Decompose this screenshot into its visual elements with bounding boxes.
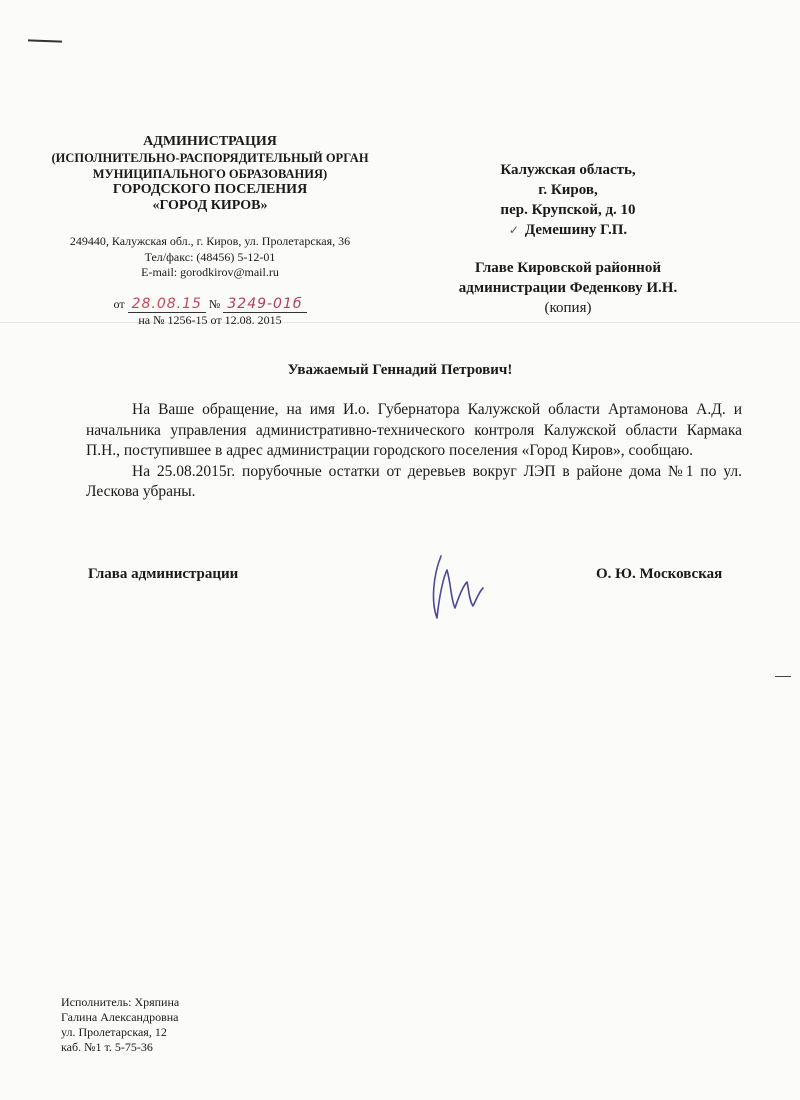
org-name: ГОРОДСКОГО ПОСЕЛЕНИЯ <box>112 182 308 197</box>
body-paragraph: На 25.08.2015г. порубочные остатки от деревьев вокруг ЛЭП в районе дома №1 по ул. Лескова убраны. <box>86 462 742 500</box>
executor-block <box>61 995 179 1055</box>
recipient-block <box>418 160 718 318</box>
date-prefix: от <box>113 296 125 311</box>
handwritten-number: 3249-01б <box>223 297 306 313</box>
recipient-name-line <box>418 220 718 240</box>
org-name: АДМИНИСТРАЦИЯ <box>143 134 277 149</box>
recipient-city: г. Киров, <box>538 182 598 198</box>
sender-contacts <box>40 234 380 281</box>
executor-line: ул. Пролетарская, 12 <box>61 1025 167 1039</box>
handwritten-date: 28.08.15 <box>128 297 206 313</box>
executor-line: каб. №1 т. 5-75-36 <box>61 1040 153 1054</box>
check-mark-icon: ✓ <box>508 223 519 237</box>
signatory-title: Глава администрации <box>88 566 239 582</box>
sender-block <box>40 134 380 328</box>
outgoing-reference <box>40 297 380 328</box>
sender-address: 249440, Калужская обл., г. Киров, ул. Пролетарская, 36 <box>69 234 351 248</box>
copy-recipient-title: Главе Кировской районной <box>475 260 661 276</box>
recipient-street: пер. Крупской, д. 10 <box>500 202 636 218</box>
body-paragraph: На Ваше обращение, на имя И.о. Губернатора Калужской области Артамонова А.Д. и начальника управления административно-технического контроля Калужской области Кармака П.Н., поступившее в адрес администрации городского поселения «Город Киров», сообщаю. <box>86 401 742 459</box>
copy-note: (копия) <box>544 300 592 316</box>
letter-body <box>86 400 742 503</box>
incoming-reference: на № 1256-15 от 12.08. 2015 <box>138 312 282 327</box>
recipient-name: Демешину Г.П. <box>524 222 628 238</box>
sender-email: E-mail: gorodkirov@mail.ru <box>141 265 279 279</box>
org-name: (ИСПОЛНИТЕЛЬНО-РАСПОРЯДИТЕЛЬНЫЙ ОРГАН <box>51 151 369 165</box>
scan-mark <box>28 39 62 42</box>
greeting: Уважаемый Геннадий Петрович! <box>287 362 513 378</box>
scan-mark <box>775 676 791 677</box>
org-name: «ГОРОД КИРОВ» <box>152 198 268 213</box>
number-prefix: № <box>208 296 221 311</box>
executor-line: Исполнитель: Хряпина <box>61 995 180 1009</box>
executor-line: Галина Александровна <box>61 1010 179 1024</box>
signatory-name: О. Ю. Московская <box>596 566 723 582</box>
recipient-region: Калужская область, <box>500 162 636 178</box>
org-name: МУНИЦИПАЛЬНОГО ОБРАЗОВАНИЯ) <box>92 167 328 181</box>
sender-phone: Тел/факс: (48456) 5-12-01 <box>144 249 276 264</box>
handwritten-signature <box>425 548 495 628</box>
copy-recipient-name: администрации Феденкову И.Н. <box>458 280 678 296</box>
